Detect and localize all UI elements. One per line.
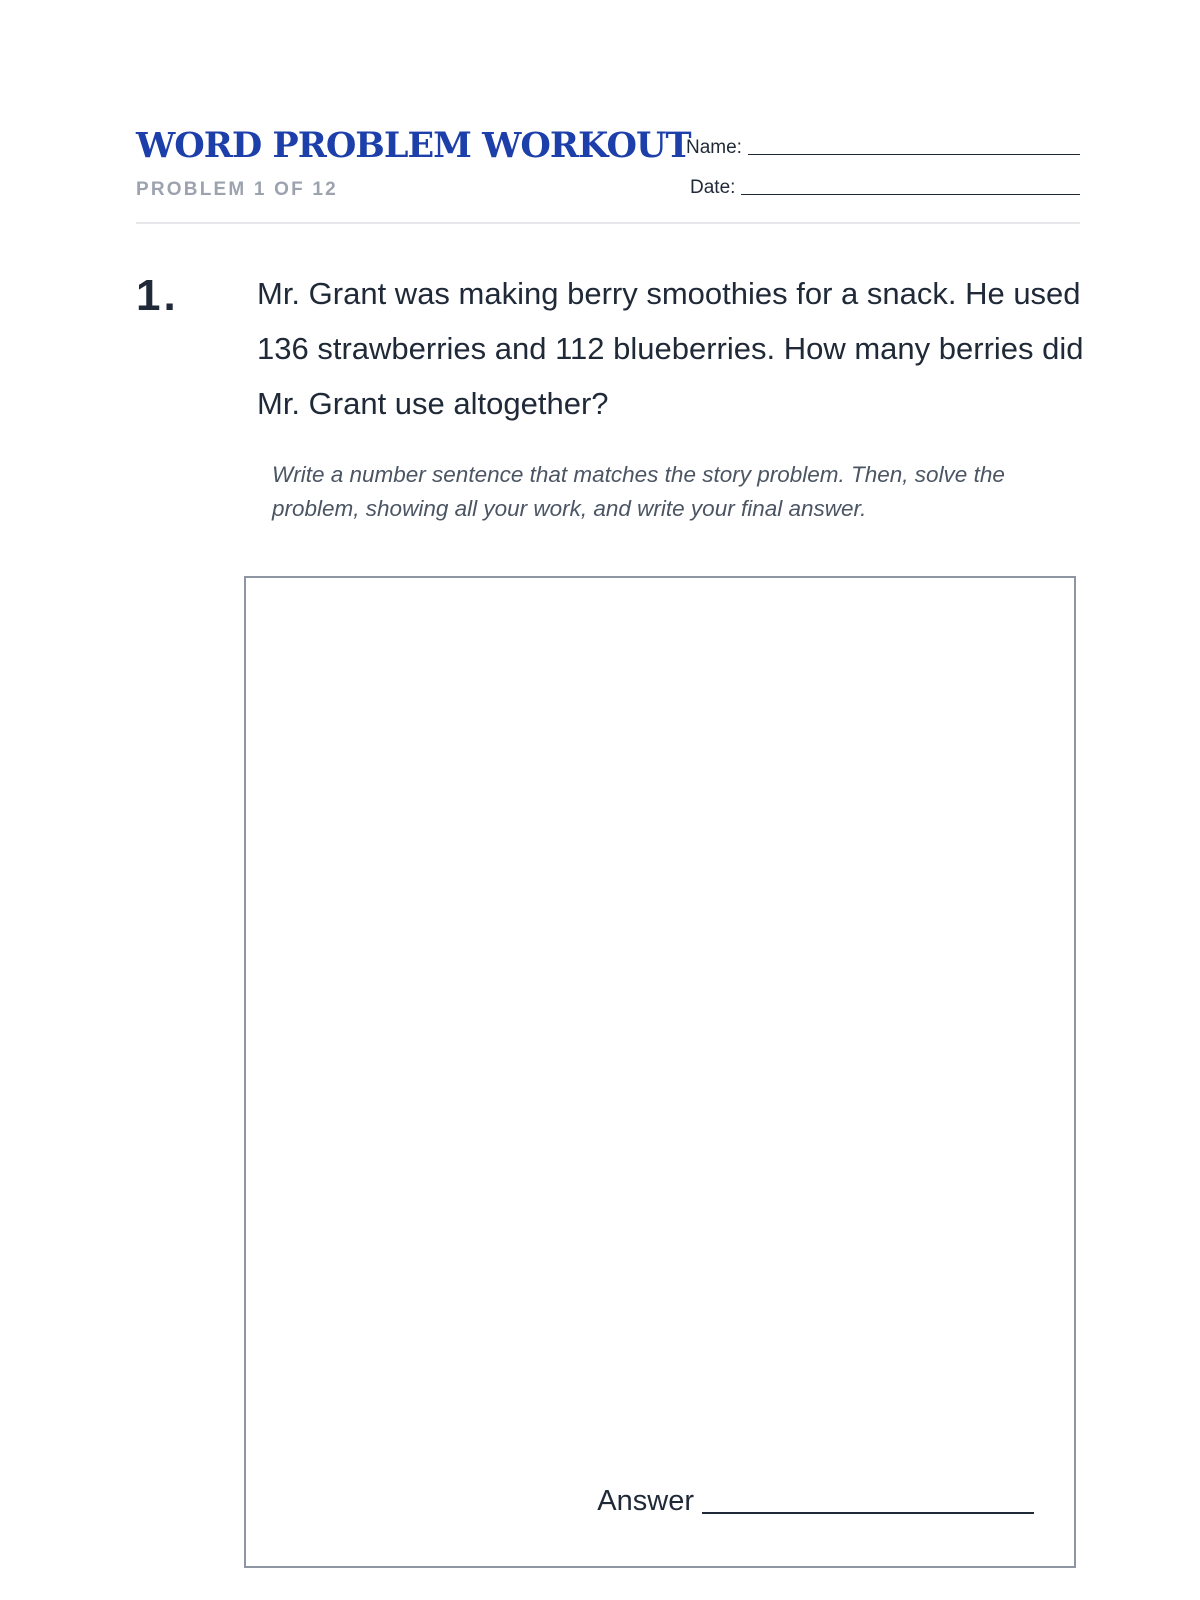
date-field[interactable]	[690, 178, 1080, 197]
name-blank-line[interactable]	[748, 153, 1080, 155]
date-label: Date:	[690, 177, 736, 198]
name-label: Name:	[686, 137, 742, 158]
date-blank-line[interactable]	[741, 193, 1080, 195]
problem-instructions: Write a number sentence that matches the story problem. Then, solve the problem, showing all your work, and write your final answer.	[272, 462, 1005, 521]
worksheet-title: WORD PROBLEM WORKOUT	[136, 125, 691, 166]
problem-number: 1.	[136, 271, 179, 320]
problem-text: Mr. Grant was making berry smoothies for a snack. He used 136 strawberries and 112 blueberries. How many berries did Mr. Grant use altogether?	[257, 276, 1084, 421]
answer-field[interactable]	[597, 1487, 1034, 1516]
worksheet-header	[136, 118, 1080, 226]
header-divider	[136, 222, 1080, 224]
answer-blank-line[interactable]	[702, 1512, 1034, 1514]
name-field[interactable]	[686, 138, 1080, 157]
answer-label: Answer	[597, 1485, 694, 1517]
problem-counter: PROBLEM 1 OF 12	[136, 179, 338, 200]
work-area[interactable]	[244, 576, 1076, 1568]
